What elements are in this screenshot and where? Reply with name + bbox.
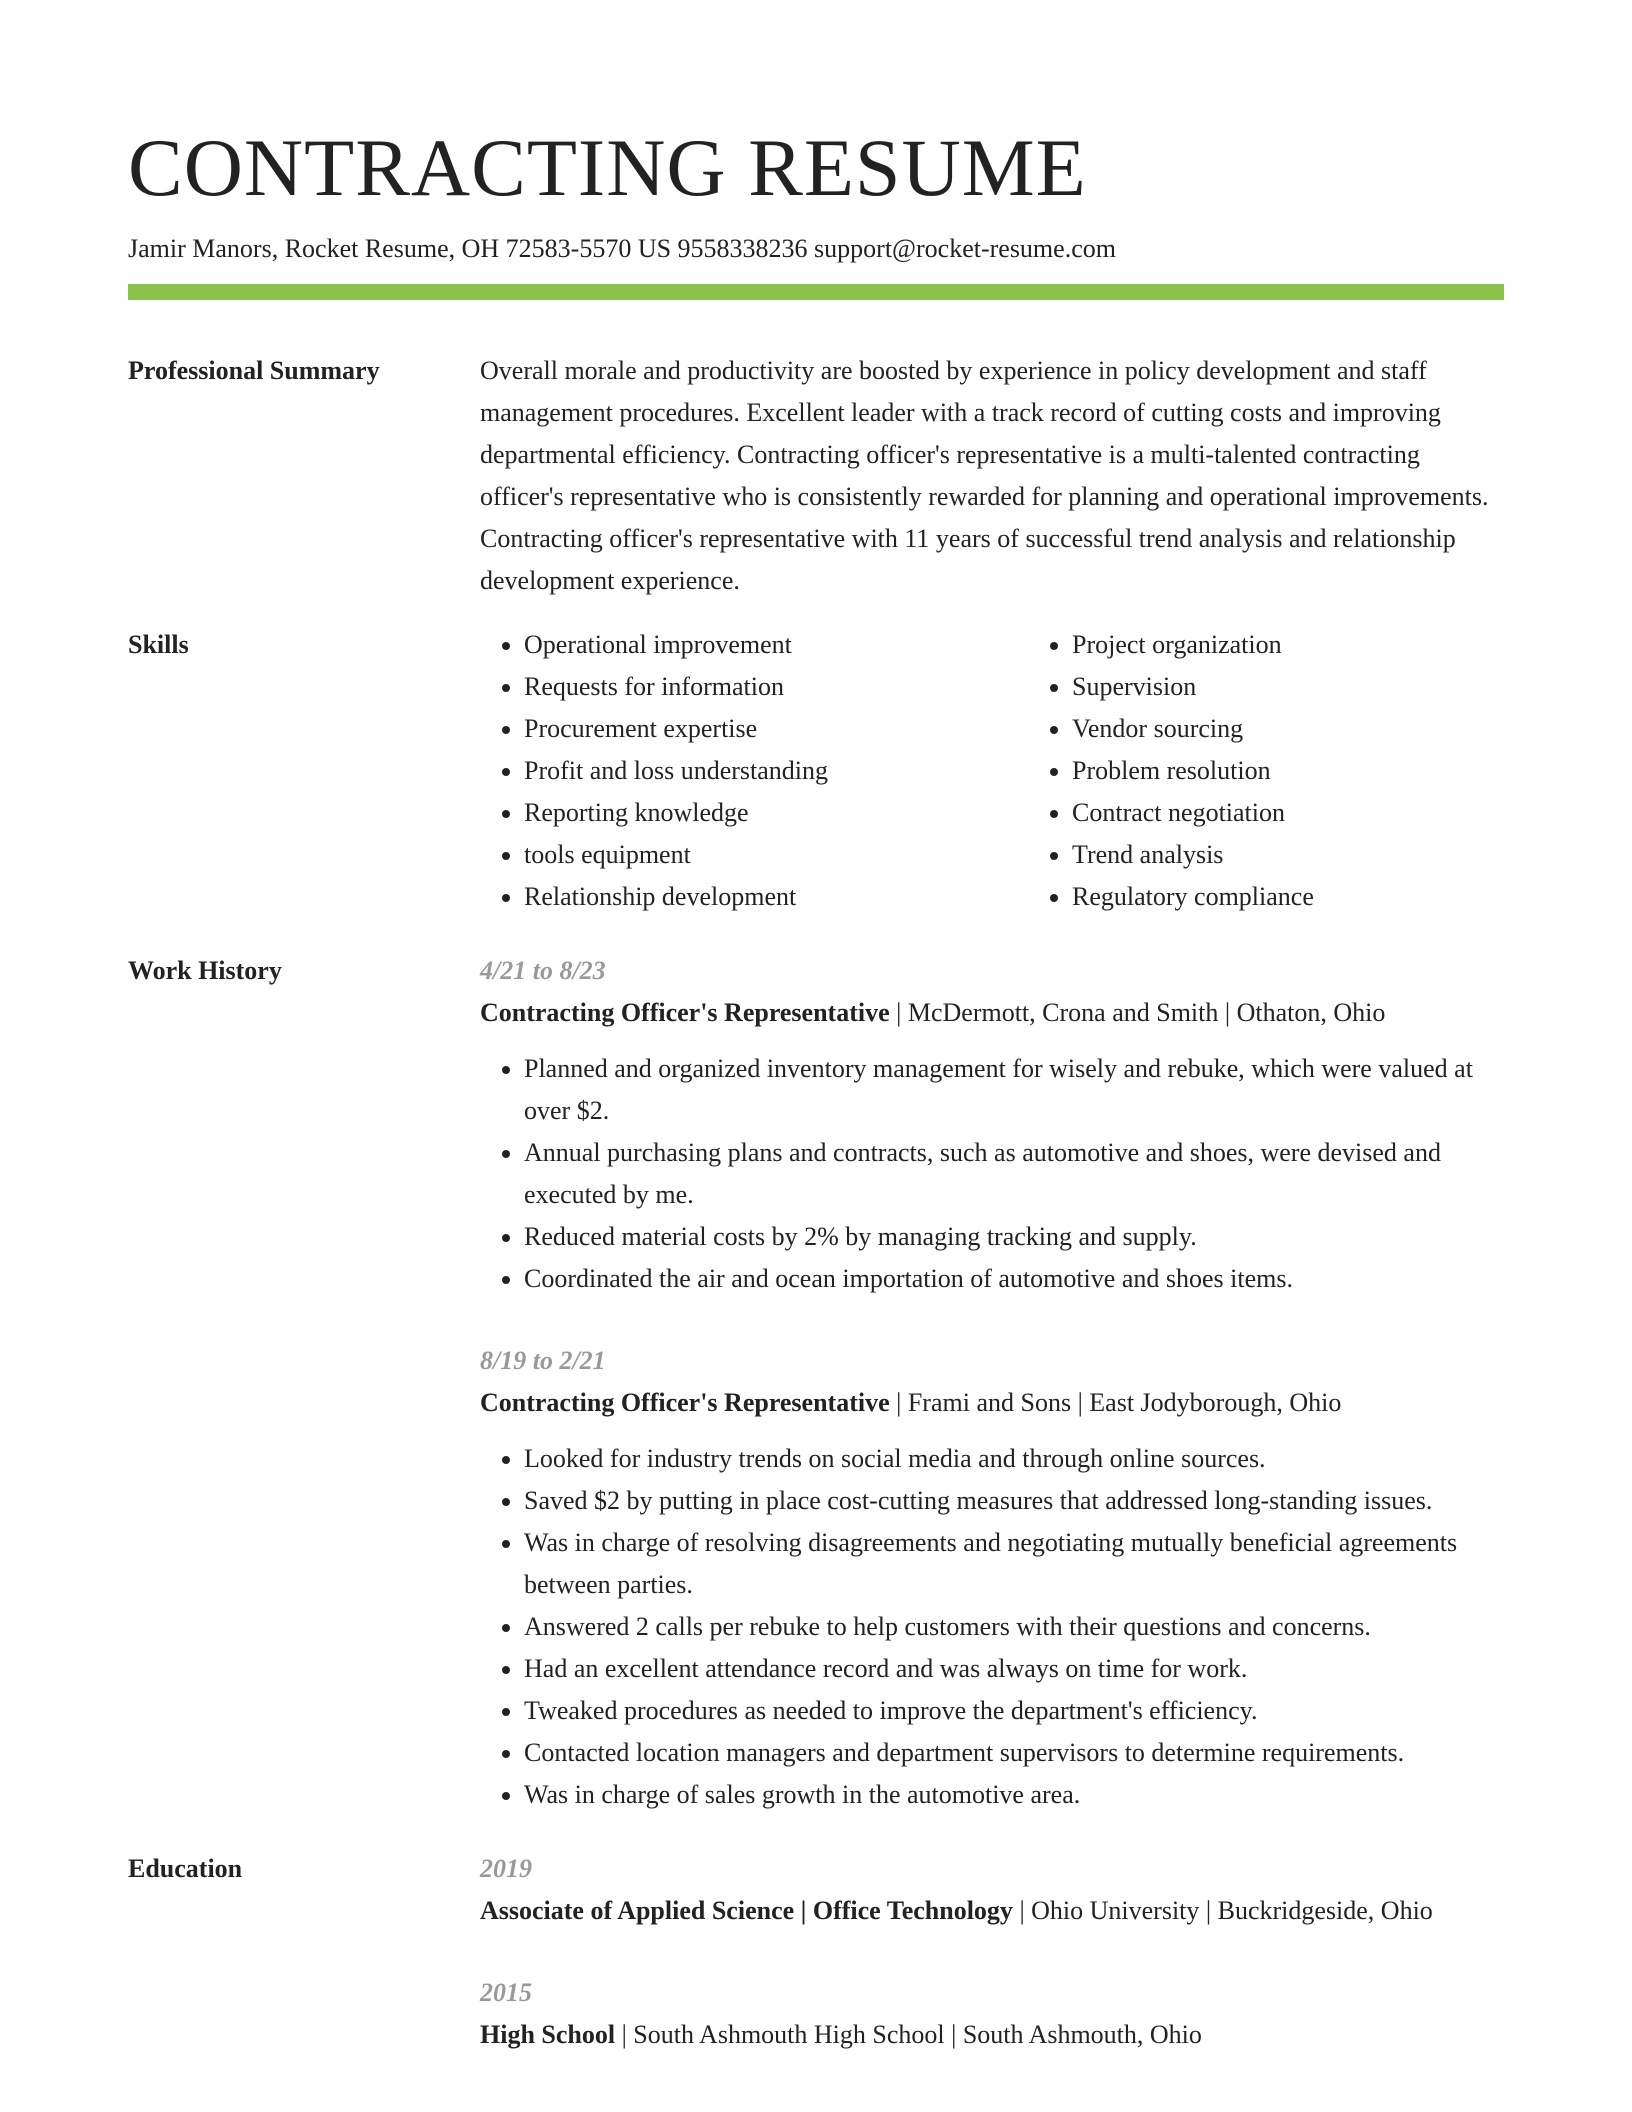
education-entry [480, 1972, 1504, 2056]
education-year: 2015 [480, 1978, 532, 2007]
job-bullets [480, 1438, 1504, 1816]
job-details: | McDermott, Crona and Smith | Othaton, Ohio [889, 998, 1386, 1027]
header-divider [128, 284, 1504, 300]
resume-title: CONTRACTING RESUME [128, 122, 1087, 213]
education-entry [480, 1848, 1504, 1932]
skill-item: • Operational improvement [524, 624, 1028, 666]
job-dates: 8/19 to 2/21 [480, 1346, 606, 1375]
education-year: 2019 [480, 1854, 532, 1883]
job-bullet: • Saved $2 by putting in place cost-cutting measures that addressed long-standing issues. [524, 1480, 1504, 1522]
skills-section [128, 624, 1504, 918]
skill-item: • Vendor sourcing [1072, 708, 1576, 750]
contact-line: Jamir Manors, Rocket Resume, OH 72583-5570 US 9558338236 support@rocket-resume.com [128, 234, 1116, 263]
work-history-section [128, 950, 1504, 1816]
education-details: | South Ashmouth High School | South Ashmouth, Ohio [615, 2020, 1202, 2049]
education-degree: Associate of Applied Science | Office Technology [480, 1896, 1013, 1925]
education-section [128, 1848, 1504, 2056]
job-bullet: • Answered 2 calls per rebuke to help customers with their questions and concerns. [524, 1606, 1504, 1648]
job-entry [480, 1340, 1504, 1816]
job-bullet: • Had an excellent attendance record and was always on time for work. [524, 1648, 1504, 1690]
job-heading [480, 1382, 1504, 1424]
job-bullet: • Tweaked procedures as needed to improve the department's efficiency. [524, 1690, 1504, 1732]
section-label-work: Work History [128, 956, 282, 985]
skill-item: • Trend analysis [1072, 834, 1576, 876]
skill-item: • Problem resolution [1072, 750, 1576, 792]
education-heading [480, 2014, 1504, 2056]
job-title: Contracting Officer's Representative [480, 1388, 890, 1417]
job-dates: 4/21 to 8/23 [480, 956, 606, 985]
skill-item: • tools equipment [524, 834, 1028, 876]
job-title: Contracting Officer's Representative [480, 998, 890, 1027]
job-bullets [480, 1048, 1504, 1300]
skills-list-left [480, 624, 1028, 918]
job-bullet: • Was in charge of sales growth in the automotive area. [524, 1774, 1504, 1816]
job-entry [480, 950, 1504, 1300]
education-details: | Ohio University | Buckridgeside, Ohio [1012, 1896, 1433, 1925]
skill-item: • Profit and loss understanding [524, 750, 1028, 792]
job-bullet: • Looked for industry trends on social media and through online sources. [524, 1438, 1504, 1480]
education-degree: High School [480, 2020, 616, 2049]
skill-item: • Regulatory compliance [1072, 876, 1576, 918]
summary-section [128, 350, 1504, 602]
skills-list-right [1028, 624, 1576, 918]
job-bullet: • Coordinated the air and ocean importation of automotive and shoes items. [524, 1258, 1504, 1300]
skill-item: • Project organization [1072, 624, 1576, 666]
skill-item: • Procurement expertise [524, 708, 1028, 750]
job-details: | Frami and Sons | East Jodyborough, Ohio [889, 1388, 1342, 1417]
summary-text: Overall morale and productivity are boosted by experience in policy development and staff management procedures. Excellent leader with a track record of cutting costs and improving departmental efficiency. Contracting officer's representative is a multi-talented contracting officer's representative who is consistently rewarded for planning and operational improvements. Contracting officer's representative with 11 years of successful trend analysis and relationship development experience. [480, 356, 1489, 595]
section-label-summary: Professional Summary [128, 356, 380, 385]
skill-item: • Relationship development [524, 876, 1028, 918]
skill-item: • Reporting knowledge [524, 792, 1028, 834]
job-bullet: • Annual purchasing plans and contracts, such as automotive and shoes, were devised and executed by me. [524, 1132, 1504, 1216]
skill-item: • Requests for information [524, 666, 1028, 708]
section-label-skills: Skills [128, 630, 189, 659]
skill-item: • Supervision [1072, 666, 1576, 708]
section-label-education: Education [128, 1854, 243, 1883]
job-heading [480, 992, 1504, 1034]
job-bullet: • Was in charge of resolving disagreements and negotiating mutually beneficial agreements between parties. [524, 1522, 1504, 1606]
job-bullet: • Planned and organized inventory management for wisely and rebuke, which were valued at over $2. [524, 1048, 1504, 1132]
job-bullet: • Reduced material costs by 2% by managing tracking and supply. [524, 1216, 1504, 1258]
resume-page [128, 120, 1504, 2056]
skill-item: • Contract negotiation [1072, 792, 1576, 834]
education-heading [480, 1890, 1504, 1932]
job-bullet: • Contacted location managers and department supervisors to determine requirements. [524, 1732, 1504, 1774]
